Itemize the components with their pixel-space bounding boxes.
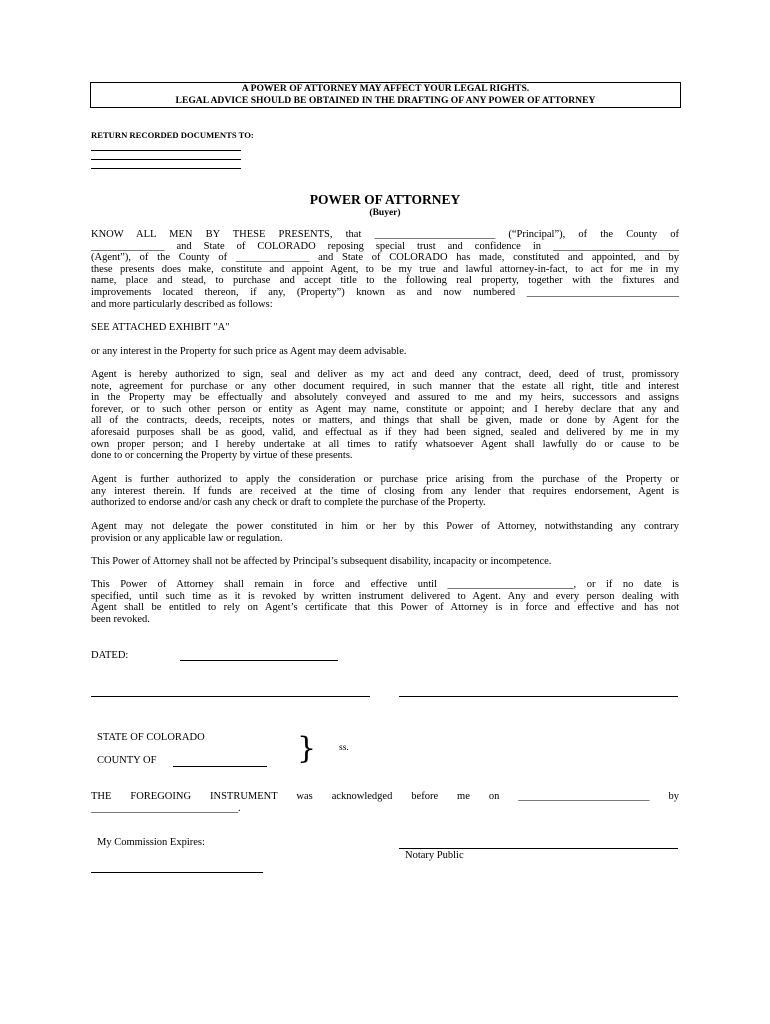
text-line: KNOW ALL MEN BY THESE PRESENTS, that _______________________ (“Principal”), of the County of [91,229,679,240]
text-line: and more particularly described as follows: [91,298,273,310]
dated-label: DATED: [91,650,129,661]
text-line: authorized to endorse and/or cash any check or draft to complete the purchase of the Property. [91,497,486,509]
text-line: improvements located thereon, if any, (Property”) known as and now numbered _____________________________ [91,286,679,298]
return-address-line-3 [91,168,241,169]
brace-icon: } [297,731,317,766]
text-line: own proper person; and I hereby undertake at all times to ratify whatsoever Agent shall lawfully do or cause to be [91,438,679,450]
text-line: This Power of Attorney shall remain in force and effective until ________________________, or if no date is [91,579,679,590]
text-line: THE FOREGOING INSTRUMENT was acknowledged before me on _________________________ by [91,791,679,802]
return-label: RETURN RECORDED DOCUMENTS TO: [91,130,254,140]
state-label: STATE OF COLORADO [97,732,205,743]
commission-expiry-field[interactable] [91,872,263,873]
paragraph-delegation [91,521,679,544]
paragraph-durability: This Power of Attorney shall not be affected by Principal’s subsequent disability, incapacity or incompetence. [91,556,552,567]
text-line: ______________ and State of COLORADO reposing special trust and confidence in ________________________ [91,240,679,252]
text-line: ____________________________. [91,802,241,814]
commission-label: My Commission Expires: [97,837,205,848]
paragraph-appointment [91,229,679,310]
text-line: Agent may not delegate the power constituted in him or her by this Power of Attorney, notwithstanding any contrary [91,521,679,532]
exhibit-reference: SEE ATTACHED EXHIBIT "A" [91,322,230,333]
county-label: COUNTY OF [97,755,157,766]
paragraph-price: or any interest in the Property for such price as Agent may deem advisable. [91,346,407,357]
text-line: been revoked. [91,613,150,625]
text-line: all of the contracts, deeds, receipts, notes or matters, and things that shall be given, made or done by Agent for the [91,415,679,427]
document-subtitle: (Buyer) [369,208,401,218]
paragraph-consideration [91,474,679,509]
notary-public-label: Notary Public [405,850,464,861]
text-line: any interest therein. If funds are received at the time of closing from any lender that requires endorsement, Agent is [91,485,679,497]
text-line: name, place and stead, to purchase and accept title to the following real property, together with the fixtures and [91,275,679,287]
text-line: note, agreement for purchase or any other document required, in such manner that the estate all right, title and interest [91,380,679,392]
text-line: aforesaid purposes shall be as good, valid, and effectual as if they had been signed, sealed and delivered by me in my [91,426,679,438]
second-signature-line[interactable] [399,696,678,697]
document-title: POWER OF ATTORNEY [309,192,461,207]
text-line: (Agent”), of the County of ______________ and State of COLORADO has made, constituted and appointed, and by [91,252,679,264]
text-line: done to or concerning the Property by virtue of these presents. [91,450,353,462]
return-address-line-2 [91,159,241,160]
text-line: these presents does make, constitute and appoint Agent, to be my true and lawful attorney-in-fact, to act for me in my [91,263,679,275]
legal-warning-box [90,82,681,108]
text-line: in the Property may be effectually and absolutely conveyed and assured to me and my heirs, successors and assigns [91,392,679,404]
principal-signature-line[interactable] [91,696,370,697]
text-line: provision or any applicable law or regulation. [91,532,283,544]
text-line: Agent is further authorized to apply the consideration or purchase price arising from the purchase of the Property or [91,474,679,485]
paragraph-authority [91,369,679,462]
notary-signature-line[interactable] [399,848,678,849]
text-line: forever, or to such other person or entity as Agent may name, constitute or appoint; and I hereby declare that any and [91,403,679,415]
text-line: Agent is hereby authorized to sign, seal and deliver as my act and deed any contract, deed, deed of trust, promissory [91,369,679,380]
county-field[interactable] [173,766,267,767]
acknowledgment-paragraph [91,791,679,814]
warning-line-2: LEGAL ADVICE SHOULD BE OBTAINED IN THE DRAFTING OF ANY POWER OF ATTORNEY [175,95,596,106]
ss-label: ss. [339,743,349,753]
return-address-line-1 [91,150,241,151]
paragraph-term [91,579,679,625]
text-line: specified, until such time as it is revoked by written instrument delivered to Agent. Any and every person dealing with [91,590,679,602]
dated-field[interactable] [180,660,338,661]
warning-line-1: A POWER OF ATTORNEY MAY AFFECT YOUR LEGAL RIGHTS. [241,83,530,94]
text-line: Agent shall be entitled to rely on Agent’s certificate that this Power of Attorney is in force and effective and has not [91,602,679,614]
